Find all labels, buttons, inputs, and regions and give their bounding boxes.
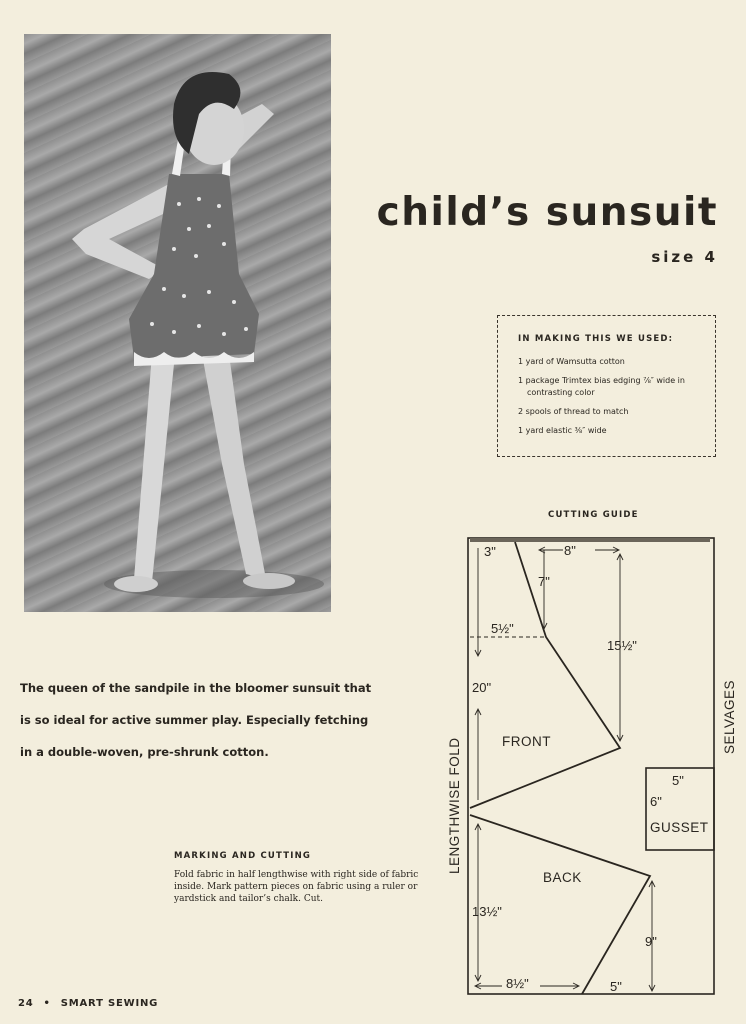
selvages-label: SELVAGES (722, 679, 737, 754)
gusset-label: GUSSET (650, 820, 709, 835)
measure-bottom-width: 8½" (506, 976, 529, 991)
cutting-guide-diagram (440, 530, 746, 1000)
footer-separator: • (43, 998, 51, 1009)
child-photo (24, 34, 331, 612)
measure-notch: 5½" (491, 621, 514, 636)
publication-name: SMART SEWING (60, 998, 159, 1009)
materials-item: 2 spools of thread to match (518, 407, 629, 416)
materials-item: 1 yard elastic ⅜″ wide (518, 426, 607, 435)
materials-list (518, 356, 705, 437)
measure-gusset-width: 5" (672, 773, 684, 788)
materials-item: 1 yard of Wamsutta cotton (518, 357, 625, 366)
back-label: BACK (543, 870, 582, 885)
materials-heading: IN MAKING THIS WE USED: (518, 334, 674, 344)
marking-body: Fold fabric in half lengthwise with right side of fabric inside. Mark pattern pieces on fabric using a ruler or yardstick and tailor’s chalk. Cut. (174, 870, 419, 904)
size-label: size 4 (651, 248, 718, 266)
measure-front-depth: 15½" (607, 638, 637, 653)
page-title: child’s sunsuit (376, 190, 718, 235)
intro-paragraph: The queen of the sandpile in the bloomer sunsuit that is so ideal for active summer play. Especially fetching in a double-woven, pre-shrunk cotton. (20, 681, 372, 759)
cutting-guide-title: CUTTING GUIDE (548, 510, 639, 520)
page-number: 24 (18, 998, 34, 1009)
fabric-outline (468, 538, 714, 994)
page-footer (18, 998, 158, 1009)
marking-heading: MARKING AND CUTTING (174, 851, 312, 861)
measure-gusset-height: 6" (650, 794, 662, 809)
measure-bottom-right: 5" (610, 979, 622, 994)
measure-back-right: 9" (645, 934, 657, 949)
measure-top-width: 8" (564, 543, 576, 558)
measure-strap-drop: 7" (538, 574, 550, 589)
front-label: FRONT (502, 734, 551, 749)
measure-top-left: 3" (484, 544, 496, 559)
measure-back-left: 13½" (472, 904, 502, 919)
materials-item: 1 package Trimtex bias edging ⅞″ wide in contrasting color (518, 376, 685, 397)
lengthwise-fold-label: LENGTHWISE FOLD (447, 737, 462, 874)
child-figure-illustration (24, 34, 331, 612)
measure-fold-length: 20" (472, 680, 492, 695)
materials-box (497, 315, 716, 457)
